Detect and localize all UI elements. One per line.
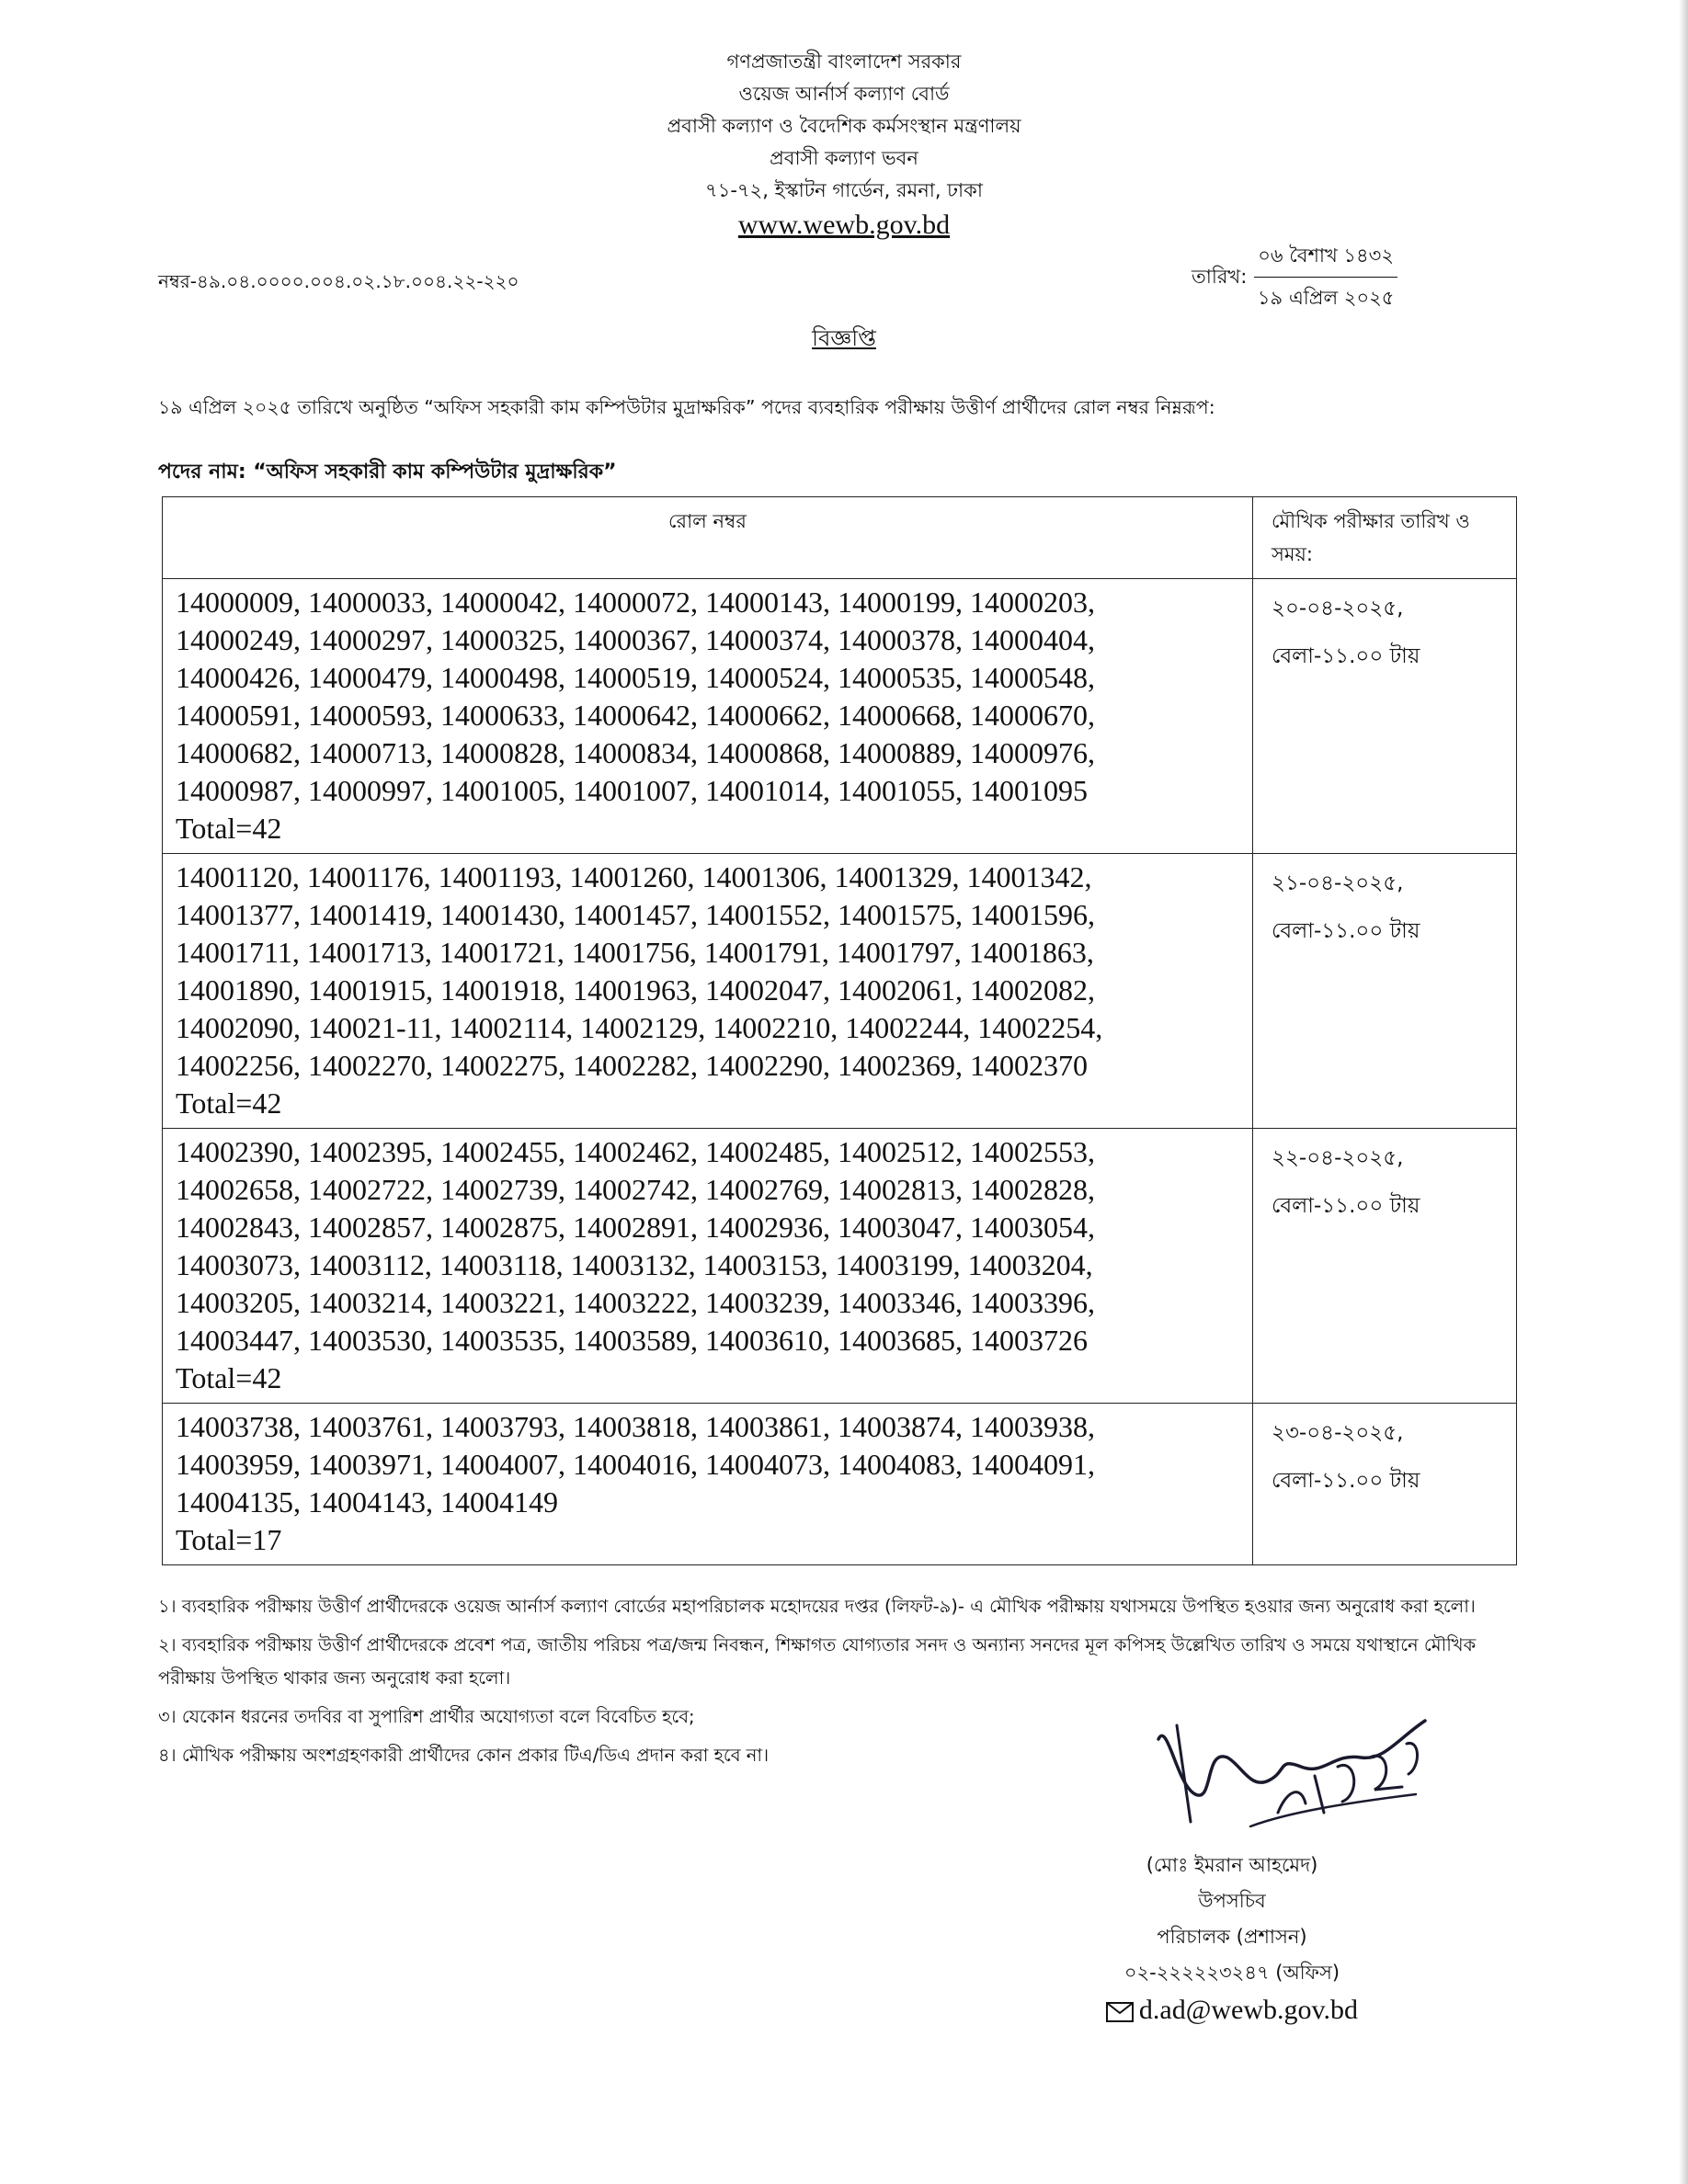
viva-time: বেলা-১১.০০ টায় (1272, 919, 1420, 943)
table-row (163, 579, 1517, 854)
signatory-phone: ০২-২২২২২৩২৪৭ (অফিস) (1123, 1962, 1340, 1984)
table-row (163, 1129, 1517, 1404)
roll-list: 14001120, 14001176, 14001193, 14001260, 14001306, 14001329, 14001342, 14001377, 14001419, 14001430, 14001457, 14001552, 14001575, 14001596, 14001711, 14001713, 14001721, 14001756, 14001791, 14001797, 14001863, 14001890, 14001915, 14001918, 14001963, 14002047, 14002061, 14002082, 14002090, 140021-11, 14002114, 14002129, 14002210, 14002244, 14002254, 14002256, 14002270, 14002275, 14002282, 14002290, 14002369, 14002370 (176, 860, 1103, 1082)
signatory-email[interactable]: d.ad@wewb.gov.bd (1138, 1995, 1359, 2025)
viva-time: বেলা-১১.০০ টায় (1272, 1469, 1420, 1493)
letterhead-ministry: প্রবাসী কল্যাণ ও বৈদেশিক কর্মসংস্থান মন্ত্রণালয় (667, 115, 1021, 137)
intro-paragraph: ১৯ এপ্রিল ২০২৫ তারিখে অনুষ্ঠিত “অফিস সহকারী কাম কম্পিউটার মুদ্রাক্ষরিক” পদের ব্যবহারিক পরীক্ষায় উত্তীর্ণ প্রার্থীদের রোল নম্বর নিম্নরূপ: (158, 396, 1215, 418)
letterhead-government: গণপ্রজাতন্ত্রী বাংলাদেশ সরকার (726, 51, 962, 73)
letterhead-building: প্রবাসী কল্যাণ ভবন (770, 147, 918, 169)
instruction-item: ৩। যেকোন ধরনের তদবির বা সুপারিশ প্রার্থীর অযোগ্যতা বলে বিবেচিত হবে; (158, 1706, 695, 1727)
roll-total: Total=42 (176, 1086, 282, 1120)
roll-list: 14003738, 14003761, 14003793, 14003818, 14003861, 14003874, 14003938, 14003959, 14003971, 14004007, 14004016, 14004073, 14004083, 14004091, 14004135, 14004143, 14004149 (176, 1410, 1095, 1519)
letterhead-board: ওয়েজ আর্নার্স কল্যাণ বোর্ড (738, 83, 950, 105)
schedule-cell (1253, 854, 1517, 1129)
roll-list: 14000009, 14000033, 14000042, 14000072, 14000143, 14000199, 14000203, 14000249, 14000297, 14000325, 14000367, 14000374, 14000378, 14000404, 14000426, 14000479, 14000498, 14000519, 14000524, 14000535, 14000548, 14000591, 14000593, 14000633, 14000642, 14000662, 14000668, 14000670, 14000682, 14000713, 14000828, 14000834, 14000868, 14000889, 14000976, 14000987, 14000997, 14001005, 14001007, 14001014, 14001055, 14001095 (176, 586, 1095, 807)
instruction-item: ১। ব্যবহারিক পরীক্ষায় উত্তীর্ণ প্রার্থীদেরকে ওয়েজ আর্নার্স কল্যাণ বোর্ডের মহাপরিচালক মহোদয়ের দপ্তর (লিফট-৯)- এ মৌখিক পরীক্ষায় যথাসময়ে উপস্থিত হওয়ার জন্য অনুরোধ করা হলো। (158, 1596, 1476, 1617)
date-label: তারিখ: (1192, 266, 1248, 288)
roll-total: Total=42 (176, 1361, 282, 1394)
memo-date (1192, 241, 1397, 315)
notice-title: বিজ্ঞপ্তি (812, 325, 876, 351)
header-roll-number: রোল নম্বর (163, 497, 1253, 579)
schedule-cell (1253, 1404, 1517, 1565)
signatory-office: পরিচালক (প্রশাসন) (1157, 1926, 1307, 1948)
table-row (163, 854, 1517, 1129)
viva-date: ২১-০৪-২০২৫, (1272, 871, 1404, 895)
roll-list: 14002390, 14002395, 14002455, 14002462, 14002485, 14002512, 14002553, 14002658, 14002722, 14002739, 14002742, 14002769, 14002813, 14002828, 14002843, 14002857, 14002875, 14002891, 14002936, 14003047, 14003054, 14003073, 14003112, 14003118, 14003132, 14003153, 14003199, 14003204, 14003205, 14003214, 14003221, 14003222, 14003239, 14003346, 14003396, 14003447, 14003530, 14003535, 14003589, 14003610, 14003685, 14003726 (176, 1135, 1095, 1357)
instruction-item: ২। ব্যবহারিক পরীক্ষায় উত্তীর্ণ প্রার্থীদেরকে প্রবেশ পত্র, জাতীয় পরিচয় পত্র/জন্ম নিবন্ধন, শিক্ষাগত যোগ্যতার সনদ ও অন্যান্য সনদের মূল কপিসহ উল্লেখিত তারিখ ও সময়ে যথাস্থানে মৌখিক পরীক্ষায় উপস্থিত থাকার জন্য অনুরোধ করা হলো। (158, 1634, 1477, 1689)
handwritten-signature (1140, 1702, 1434, 1840)
date-bangla: ০৬ বৈশাখ ১৪৩২ (1254, 241, 1397, 278)
date-fraction (1254, 241, 1397, 315)
letterhead (0, 46, 1688, 244)
date-gregorian: ১৯ এপ্রিল ২০২৫ (1257, 287, 1395, 309)
signatory-email-line (1039, 1991, 1425, 2030)
memo-number: নম্বর-৪৯.০৪.০০০০.০০৪.০২.১৮.০০৪.২২-২২০ (158, 270, 519, 292)
letterhead-website[interactable]: www.wewb.gov.bd (737, 210, 951, 240)
viva-date: ২২-০৪-২০২৫, (1272, 1146, 1404, 1170)
schedule-cell (1253, 579, 1517, 854)
roll-total: Total=17 (176, 1523, 282, 1556)
header-viva-schedule: মৌখিক পরীক্ষার তারিখ ও সময়: (1253, 497, 1517, 579)
roll-table (162, 496, 1517, 1565)
roll-total: Total=42 (176, 812, 282, 845)
signatory-block (1039, 1848, 1425, 2030)
instruction-item: ৪। মৌখিক পরীক্ষায় অংশগ্রহণকারী প্রার্থীদের কোন প্রকার টিএ/ডিএ প্রদান করা হবে না। (158, 1745, 770, 1766)
viva-time: বেলা-১১.০০ টায় (1272, 644, 1420, 668)
signatory-designation: উপসচিব (1198, 1890, 1266, 1912)
viva-date: ২০-০৪-২০২৫, (1272, 597, 1404, 620)
viva-date: ২৩-০৪-২০২৫, (1272, 1421, 1404, 1445)
schedule-cell (1253, 1129, 1517, 1404)
letterhead-address: ৭১-৭২, ইস্কাটন গার্ডেন, রমনা, ঢাকা (705, 179, 983, 201)
roll-cell (163, 854, 1253, 1129)
table-header-row (163, 497, 1517, 579)
mail-icon (1106, 2002, 1134, 2022)
post-name: পদের নাম: “অফিস সহকারী কাম কম্পিউটার মুদ্রাক্ষরিক” (158, 461, 617, 483)
viva-time: বেলা-১১.০০ টায় (1272, 1194, 1420, 1218)
signatory-name: (মোঃ ইমরান আহমেদ) (1146, 1854, 1318, 1876)
roll-cell (163, 579, 1253, 854)
roll-cell (163, 1404, 1253, 1565)
roll-cell (163, 1129, 1253, 1404)
table-row (163, 1404, 1517, 1565)
